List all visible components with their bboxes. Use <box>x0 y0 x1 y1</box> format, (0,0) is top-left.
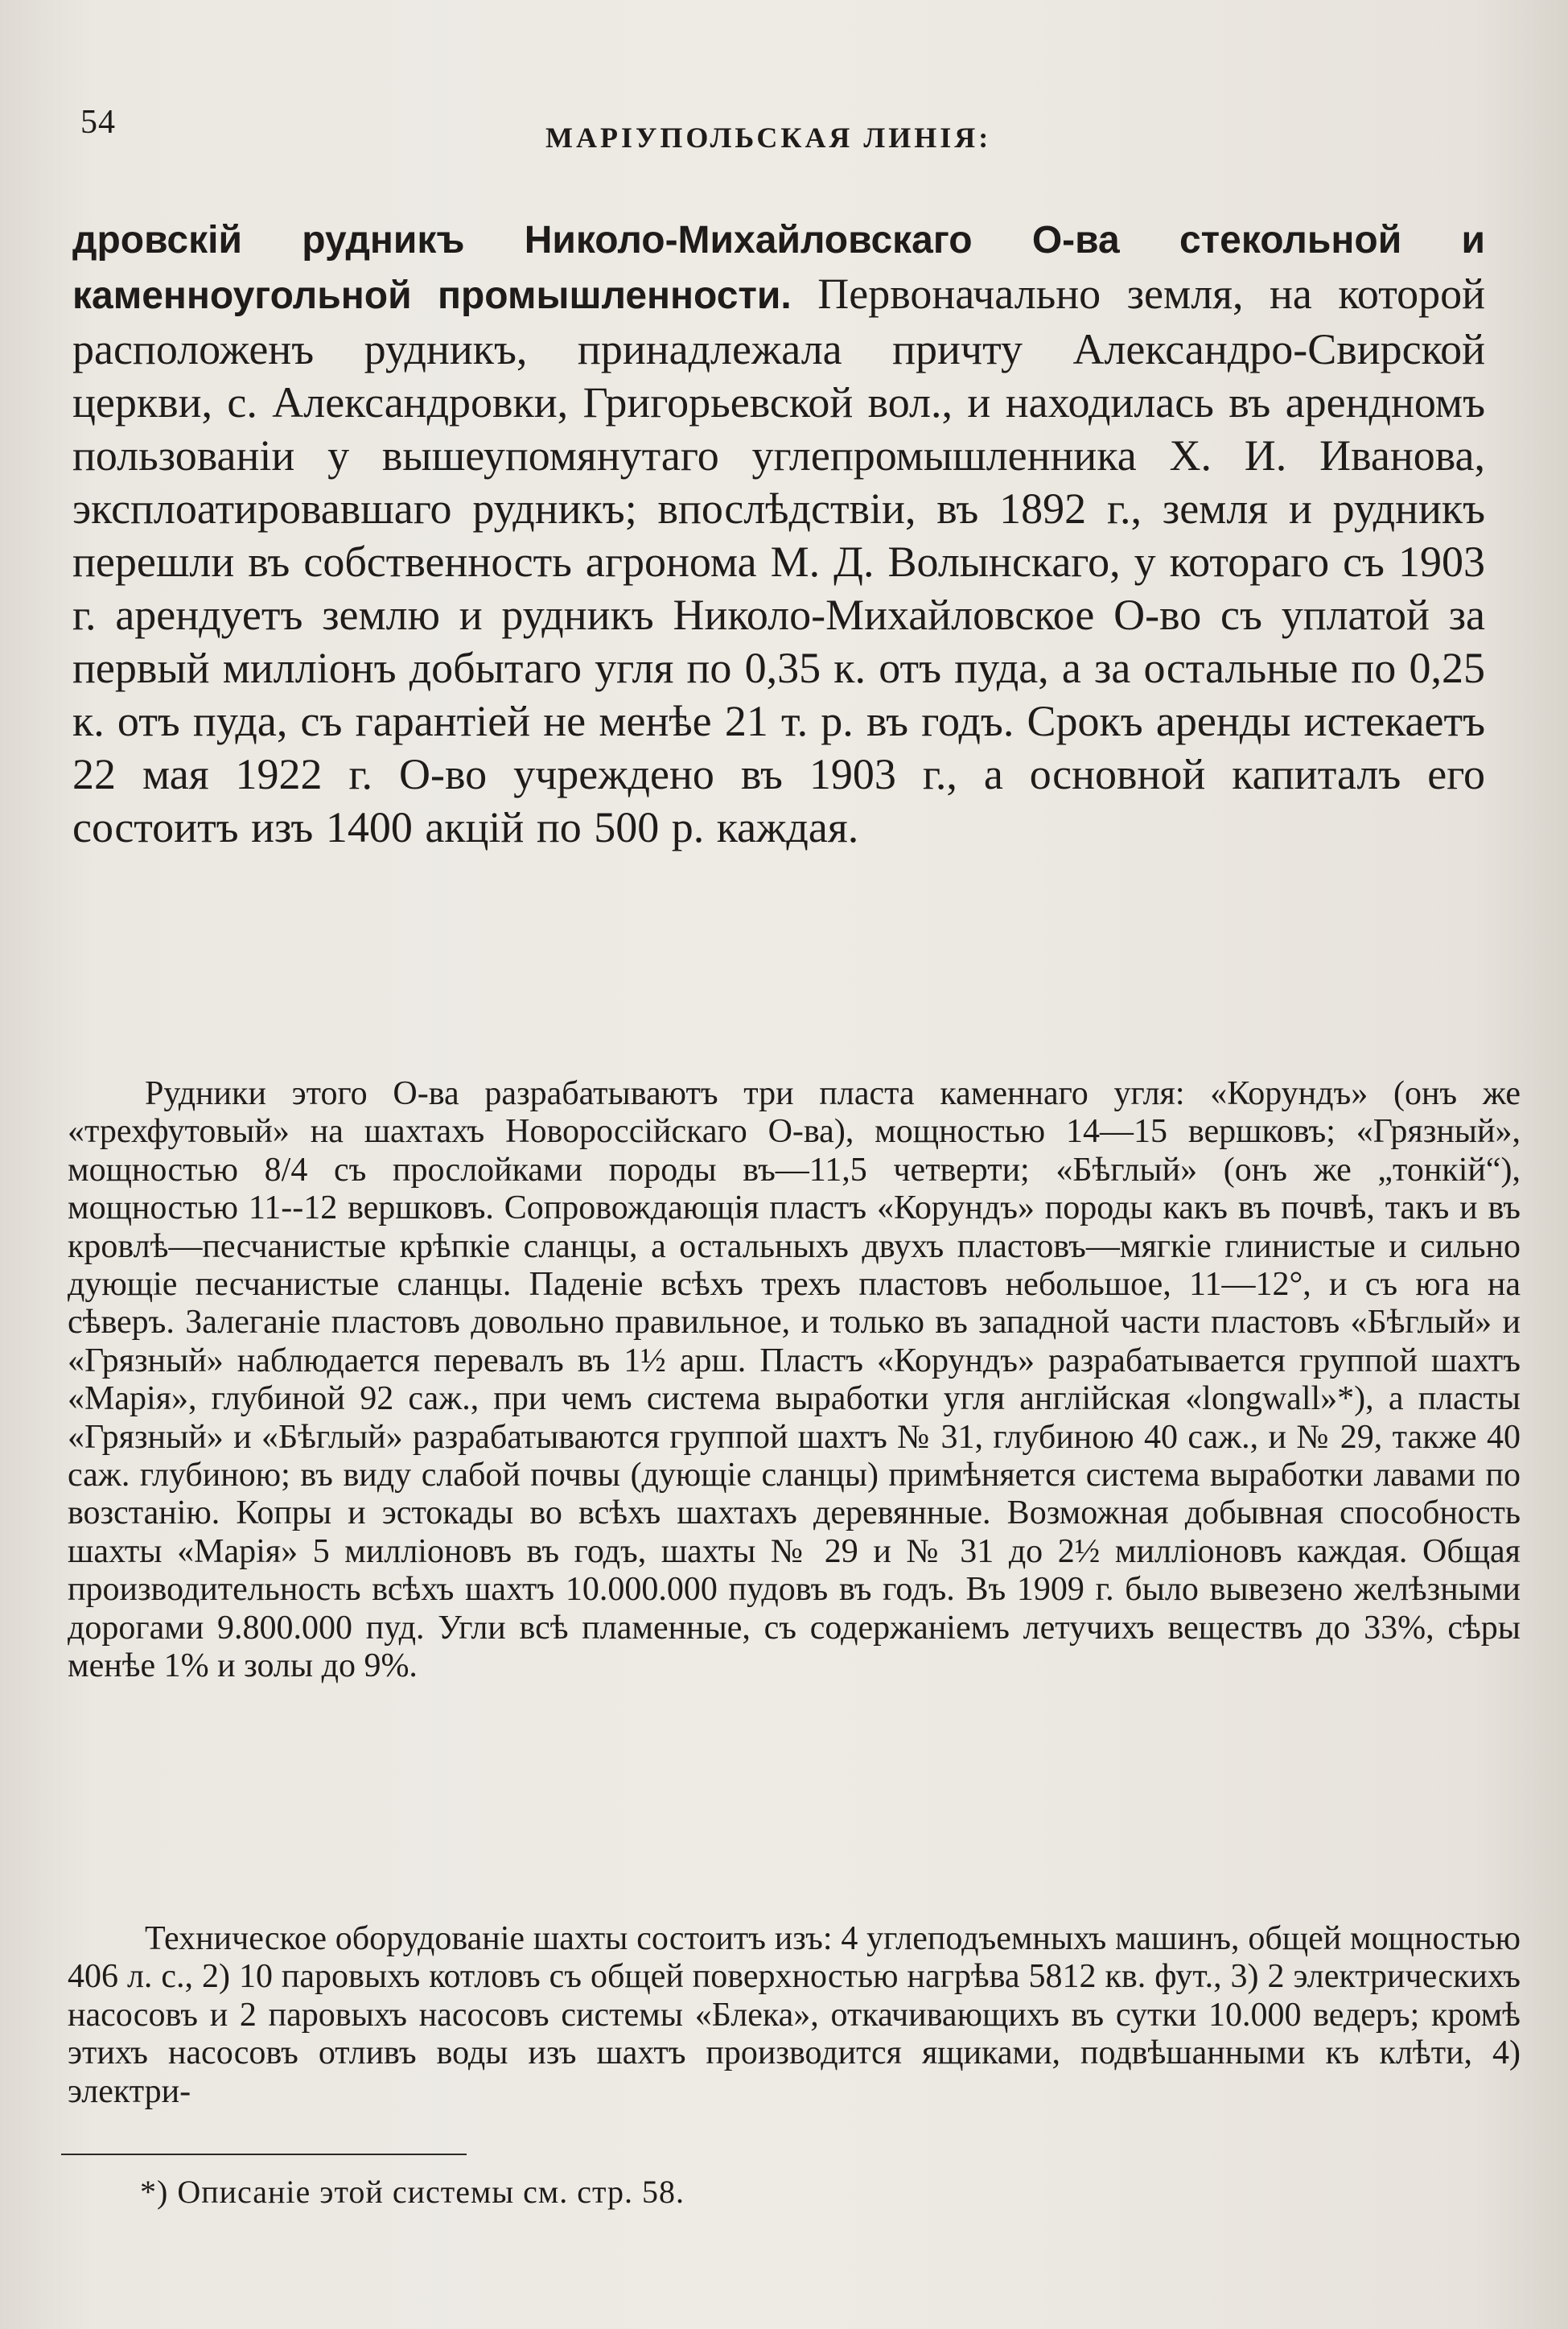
page-number: 54 <box>80 104 116 141</box>
mines-paragraph: Рудники этого О-ва разрабатываютъ три пласта каменнаго угля: «Корундъ» (онъ же «трехфутовый» на шахтахъ Новороссійскаго О-ва), мощностью 14—15 вершковъ; «Грязный», мощностью 8/4 съ прослойками породы въ—11,5 четверти; «Бѣглый» (онъ же „тонкій“), мощностью 11--12 вершковъ. Сопровождающія пластъ «Корундъ» породы какъ въ почвѣ, такъ и въ кровлѣ—песчанистые крѣпкіе сланцы, а остальныхъ двухъ пластовъ—мягкіе глинистые и сильно дующіе песчанистые сланцы. Паденіе всѣхъ трехъ пластовъ небольшое, 11—12°, и съ юга на сѣверъ. Залеганіе пластовъ довольно правильное, и только въ западной части пластовъ «Бѣглый» и «Грязный» наблюдается перевалъ въ 1½ арш. Пластъ «Корундъ» разрабатывается группой шахтъ «Марія», глубиной 92 саж., при чемъ система выработки угля англійская «longwall»*), а пласты «Грязный» и «Бѣглый» разрабатываются группой шахтъ № 31, глубиною 40 саж., и № 29, также 40 саж. глубиною; въ виду слабой почвы (дующіе сланцы) примѣняется система выработки лавами по возстанію. Копры и эстокады во всѣхъ шахтахъ деревянные. Возможная добывная способность шахты «Марія» 5 милліоновъ въ годъ, шахты № 29 и № 31 до 2½ милліоновъ каждая. Общая производительность всѣхъ шахтъ 10.000.000 пудовъ въ годъ. Въ 1909 г. было вывезено желѣзными дорогами 9.800.000 пуд. Угли всѣ пламенные, съ содержаніемъ летучихъ веществъ до 33%, сѣры менѣе 1% и золы до 9%. <box>68 1075 1521 1685</box>
bold-lead-text: дровскій рудникъ Николо-Михайловскаго О-ва стекольной и каменноугольной промышленности. <box>72 219 1485 317</box>
equipment-paragraph: Техническое оборудованіе шахты состоитъ изъ: 4 углеподъемныхъ машинъ, общей мощностью 406 л. с., 2) 10 паровыхъ котловъ съ общей поверхностью нагрѣва 5812 кв. фут., 3) 2 электрическихъ насосовъ и 2 паровыхъ насосовъ системы «Блека», откачивающихъ въ сутки 10.000 ведеръ; кромѣ этихъ насосовъ отливъ воды изъ шахтъ производится ящиками, подвѣшанными къ клѣти, 4) электри- <box>68 1920 1521 2110</box>
main-paragraph-text: Первоначально земля, на которой расположенъ рудникъ, принадлежала причту Александро-Свирской церкви, с. Александровки, Григорьевской вол., и находилась въ арендномъ пользованіи у вышеупомянутаго углепромышленника X. И. Иванова, эксплоатировавшаго рудникъ; впослѣдствіи, въ 1892 г., земля и рудникъ перешли въ собственность агронома М. Д. Волынскаго, у котораго съ 1903 г. арендуетъ землю и рудникъ Николо-Михайловское О-во съ уплатой за первый милліонъ добытаго угля по 0,35 к. отъ пуда, а за остальные по 0,25 к. отъ пуда, съ гарантіей не менѣе 21 т. р. въ годъ. Срокъ аренды истекаетъ 22 мая 1922 г. О-во учреждено въ 1903 г., а основной капиталъ его состоитъ изъ 1400 акцій по 500 р. каждая. <box>72 270 1485 851</box>
footnote: *) Описаніе этой системы см. стр. 58. <box>140 2174 685 2210</box>
running-head: МАРІУПОЛЬСКАЯ ЛИНІЯ: <box>545 122 992 154</box>
footnote-divider <box>61 2154 467 2155</box>
main-paragraph <box>72 212 1485 854</box>
